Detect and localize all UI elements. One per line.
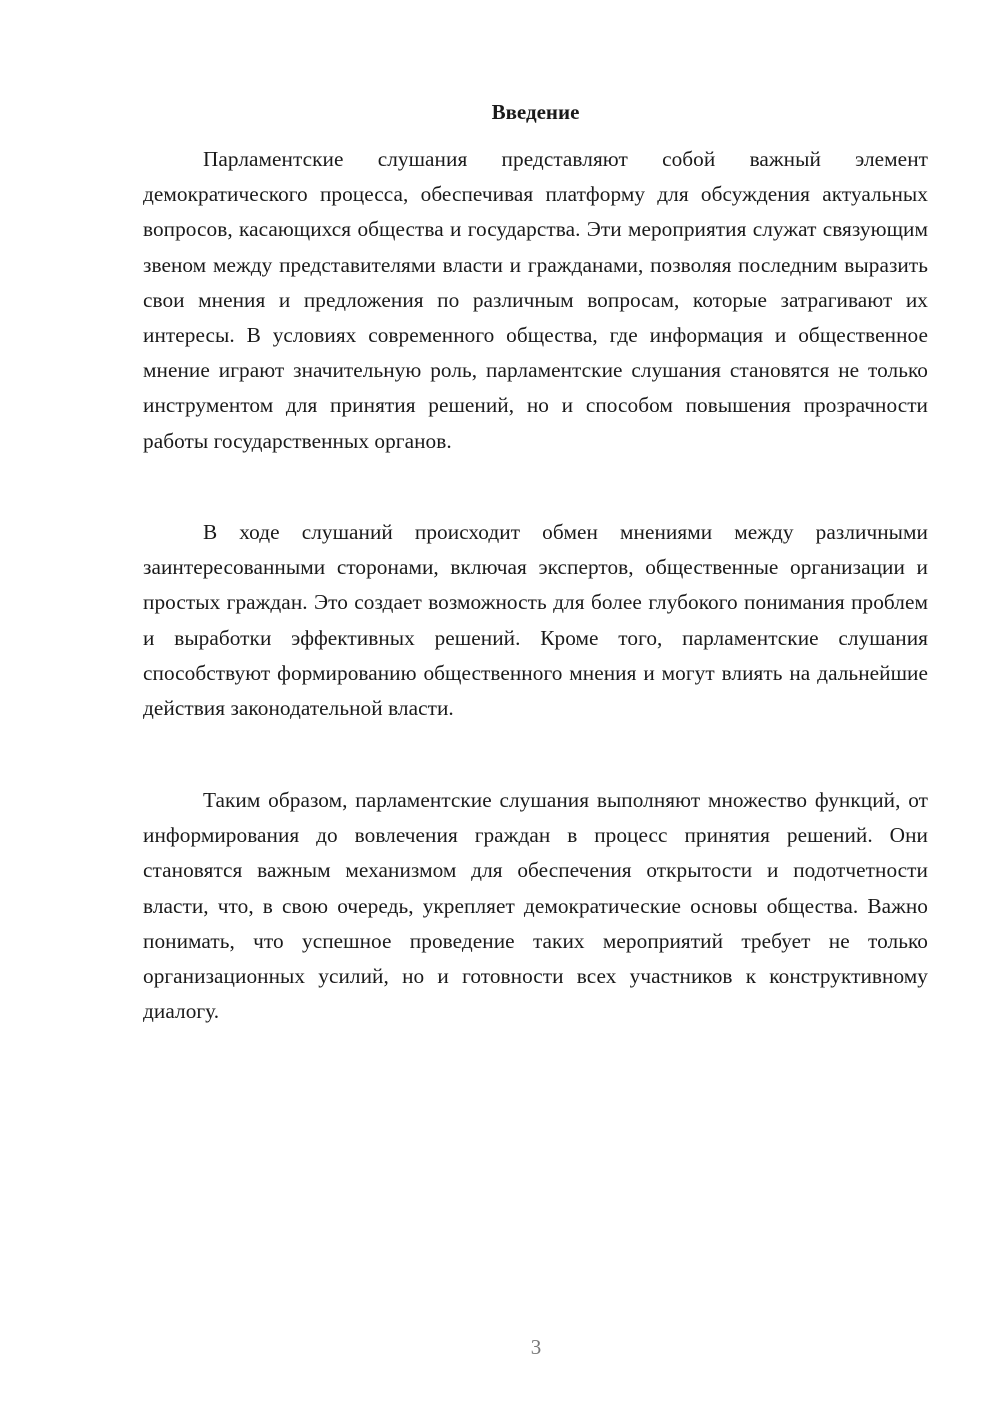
paragraph-2: В ходе слушаний происходит обмен мнениями между различными заинтересованными сторонами, включая экспертов, общественные организации и простых граждан. Это создает возможность для более глубокого понимания проблем и выработки эффективных решений. Кроме того, парламентские слушания способствуют формированию общественного мнения и могут влиять на дальнейшие действия законодательной власти.: [143, 520, 928, 721]
section-heading: Введение: [491, 100, 580, 124]
paragraph-1: Парламентские слушания представляют собой важный элемент демократического процесса, обеспечивая платформу для обсуждения актуальных вопросов, касающихся общества и государства. Эти мероприятия служат связующим звеном между представителями власти и гражданами, позволяя последним выразить свои мнения и предложения по различным вопросам, которые затрагивают их интересы. В условиях современного общества, где информация и общественное мнение играют значительную роль, парламентские слушания становятся не только инструментом для принятия решений, но и способом повышения прозрачности работы государственных органов.: [143, 147, 928, 453]
page-number: 3: [530, 1335, 542, 1359]
paragraph-3: Таким образом, парламентские слушания выполняют множество функций, от информирования до вовлечения граждан в процесс принятия решений. Они становятся важным механизмом для обеспечения открытости и подотчетности власти, что, в свою очередь, укрепляет демократические основы общества. Важно понимать, что успешное проведение таких мероприятий требует не только организационных усилий, но и готовности всех участников к конструктивному диалогу.: [143, 788, 928, 1024]
